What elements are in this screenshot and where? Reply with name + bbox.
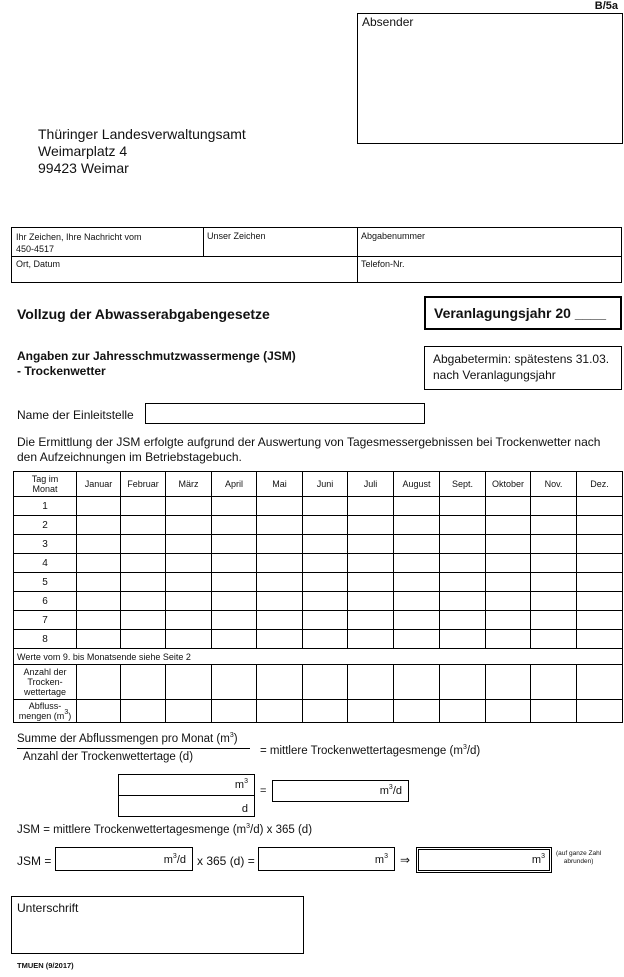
jsm-daily-input[interactable] — [55, 847, 193, 871]
month-header: Oktober — [486, 472, 531, 497]
place-date-label: Ort, Datum — [16, 259, 61, 269]
jsm-rounded-unit — [532, 854, 545, 866]
jsm-formula-text: JSM = mittlere Trockenwettertagesmenge (m — [17, 824, 247, 836]
discharge-point-label: Name der Einleitstelle — [17, 408, 134, 422]
value-cell[interactable] — [577, 535, 623, 554]
value-cell[interactable] — [121, 573, 166, 592]
deadline-box — [424, 346, 622, 390]
value-cell[interactable] — [348, 700, 394, 723]
value-cell[interactable] — [77, 592, 121, 611]
value-cell[interactable] — [121, 554, 166, 573]
corner-header — [14, 472, 77, 497]
value-cell[interactable] — [577, 630, 623, 649]
page-title: Vollzug der Abwasserabgabengesetze — [17, 306, 270, 322]
table-row — [14, 611, 623, 630]
value-cell[interactable] — [303, 554, 348, 573]
value-cell[interactable] — [212, 592, 257, 611]
section-title-line: Angaben zur Jahresschmutzwassermenge (JSM) — [17, 349, 296, 363]
table-row — [14, 497, 623, 516]
value-cell[interactable] — [486, 611, 531, 630]
place-date-field[interactable] — [12, 256, 357, 282]
value-cell[interactable] — [577, 554, 623, 573]
section-title-line: - Trockenwetter — [17, 364, 106, 378]
value-cell[interactable] — [531, 573, 577, 592]
value-cell[interactable] — [257, 516, 303, 535]
value-cell[interactable] — [577, 573, 623, 592]
value-cell[interactable] — [257, 630, 303, 649]
fraction-divider — [119, 795, 254, 796]
value-cell[interactable] — [212, 700, 257, 723]
value-cell[interactable] — [531, 611, 577, 630]
value-cell[interactable] — [440, 665, 486, 700]
superscript: 3 — [246, 823, 251, 830]
equals-sign: = — [260, 785, 267, 797]
sender-label: Absender — [362, 15, 414, 29]
value-cell[interactable] — [303, 573, 348, 592]
value-cell[interactable] — [212, 665, 257, 700]
unit-text: /d — [176, 854, 186, 866]
value-cell[interactable] — [394, 535, 440, 554]
recipient-line: 99423 Weimar — [38, 160, 129, 176]
value-cell[interactable] — [394, 700, 440, 723]
denominator-unit: d — [241, 803, 248, 815]
value-cell[interactable] — [212, 535, 257, 554]
signature-box[interactable] — [11, 896, 304, 954]
table-row — [14, 592, 623, 611]
value-cell[interactable] — [577, 497, 623, 516]
value-cell[interactable] — [440, 497, 486, 516]
value-cell[interactable] — [577, 611, 623, 630]
value-cell[interactable] — [531, 700, 577, 723]
value-cell[interactable] — [257, 497, 303, 516]
value-cell[interactable] — [166, 516, 212, 535]
unit-text: /d — [392, 785, 402, 797]
fraction-bar — [17, 748, 250, 749]
value-cell[interactable] — [486, 665, 531, 700]
value-cell[interactable] — [440, 573, 486, 592]
daily-mean-unit — [380, 785, 402, 797]
value-cell[interactable] — [166, 554, 212, 573]
unit-text: m — [234, 779, 245, 791]
superscript: 3 — [541, 853, 545, 860]
jsm-daily-unit — [164, 854, 186, 866]
jsm-annual-unit — [375, 854, 388, 866]
value-cell[interactable] — [257, 665, 303, 700]
deadline-line: nach Veranlagungsjahr — [433, 368, 556, 382]
value-cell[interactable] — [121, 665, 166, 700]
value-cell[interactable] — [486, 516, 531, 535]
value-cell[interactable] — [303, 700, 348, 723]
table-note-row — [14, 649, 623, 665]
formula-numerator — [17, 733, 238, 745]
form-version-footer: TMUEN (9/2017) — [17, 961, 74, 970]
value-cell[interactable] — [166, 535, 212, 554]
dry-days-row — [14, 665, 623, 700]
superscript: 3 — [64, 709, 69, 716]
month-header: Januar — [77, 472, 121, 497]
phone-label: Telefon-Nr. — [361, 259, 405, 269]
value-cell[interactable] — [77, 700, 121, 723]
value-cell[interactable] — [531, 516, 577, 535]
superscript: 3 — [462, 744, 467, 751]
value-cell[interactable] — [166, 700, 212, 723]
table-header-row — [14, 472, 623, 497]
flow-volume-label-line: Abfluss- — [28, 701, 62, 711]
table-row — [14, 630, 623, 649]
value-cell[interactable] — [212, 516, 257, 535]
value-cell[interactable] — [348, 516, 394, 535]
value-cell[interactable] — [303, 592, 348, 611]
value-cell[interactable] — [440, 516, 486, 535]
signature-label: Unterschrift — [17, 901, 79, 915]
value-cell[interactable] — [486, 535, 531, 554]
value-cell[interactable] — [577, 700, 623, 723]
jsm-formula-end: /d) x 365 (d) — [250, 824, 313, 836]
value-cell[interactable] — [166, 592, 212, 611]
unit-text: m — [163, 854, 173, 866]
value-cell[interactable] — [257, 554, 303, 573]
value-cell[interactable] — [257, 573, 303, 592]
value-cell[interactable] — [77, 516, 121, 535]
value-cell[interactable] — [212, 497, 257, 516]
unit-text: m — [379, 785, 389, 797]
table-row — [14, 573, 623, 592]
our-reference-label: Unser Zeichen — [207, 231, 266, 241]
flow-label-text: ) — [68, 711, 72, 721]
value-cell[interactable] — [394, 611, 440, 630]
daily-mean-input[interactable] — [272, 780, 409, 802]
value-cell[interactable] — [577, 665, 623, 700]
value-cell[interactable] — [257, 535, 303, 554]
intro-text: Die Ermittlung der JSM erfolgte aufgrund der Auswertung von Tagesmessergebnissen bei Trockenwetter nach den Aufzeichnungen im Betriebstagebuch. — [17, 435, 601, 464]
value-cell[interactable] — [348, 630, 394, 649]
value-cell[interactable] — [531, 535, 577, 554]
month-header: Mai — [257, 472, 303, 497]
discharge-point-input[interactable] — [145, 403, 425, 424]
dry-days-label-line: Anzahl der — [23, 667, 67, 677]
value-cell[interactable] — [77, 497, 121, 516]
formula-numerator-end: ) — [233, 733, 238, 745]
value-cell[interactable] — [303, 497, 348, 516]
value-cell[interactable] — [212, 611, 257, 630]
jsm-rounded-input[interactable] — [416, 847, 552, 873]
value-cell[interactable] — [440, 611, 486, 630]
value-cell[interactable] — [531, 665, 577, 700]
sender-box[interactable] — [357, 13, 623, 144]
value-cell[interactable] — [394, 516, 440, 535]
reference-table — [11, 227, 622, 283]
value-cell[interactable] — [348, 665, 394, 700]
superscript: 3 — [384, 853, 388, 860]
measurement-table — [13, 471, 623, 723]
month-header: Juni — [303, 472, 348, 497]
times-365-label: x 365 (d) = — [197, 854, 255, 868]
value-cell[interactable] — [303, 516, 348, 535]
value-cell[interactable] — [121, 611, 166, 630]
value-cell[interactable] — [257, 592, 303, 611]
value-cell[interactable] — [577, 516, 623, 535]
month-header: April — [212, 472, 257, 497]
value-cell[interactable] — [257, 611, 303, 630]
phone-field[interactable] — [357, 256, 621, 282]
corner-header-line: Tag im — [31, 474, 59, 484]
deadline-line: Abgabetermin: spätestens 31.03. — [433, 352, 610, 366]
value-cell[interactable] — [257, 700, 303, 723]
superscript: 3 — [388, 784, 393, 791]
day-number: 7 — [14, 611, 77, 630]
value-cell[interactable] — [486, 497, 531, 516]
month-header: Nov. — [531, 472, 577, 497]
value-cell[interactable] — [77, 611, 121, 630]
value-cell[interactable] — [394, 497, 440, 516]
day-number: 8 — [14, 630, 77, 649]
your-reference-label: Ihr Zeichen, Ihre Nachricht vom — [16, 232, 142, 242]
dry-days-label-line: Trocken- — [27, 677, 63, 687]
value-cell[interactable] — [166, 630, 212, 649]
table-note: Werte vom 9. bis Monatsende siehe Seite 2 — [14, 649, 623, 665]
table-row — [14, 554, 623, 573]
day-number: 5 — [14, 573, 77, 592]
assessment-year-label: Veranlagungsjahr 20 ____ — [434, 305, 606, 321]
table-row — [14, 516, 623, 535]
our-reference-field[interactable] — [203, 228, 357, 256]
value-cell[interactable] — [486, 630, 531, 649]
value-cell[interactable] — [440, 630, 486, 649]
value-cell[interactable] — [440, 554, 486, 573]
rounding-note-line: abrunden) — [563, 858, 594, 865]
value-cell[interactable] — [486, 700, 531, 723]
value-cell[interactable] — [166, 573, 212, 592]
month-header: Februar — [121, 472, 166, 497]
superscript: 3 — [229, 732, 234, 739]
value-cell[interactable] — [121, 630, 166, 649]
flow-volume-label-line — [14, 711, 76, 721]
value-cell[interactable] — [303, 535, 348, 554]
value-cell[interactable] — [486, 554, 531, 573]
value-cell[interactable] — [440, 700, 486, 723]
month-header: März — [166, 472, 212, 497]
numerator-unit — [235, 779, 248, 791]
value-cell[interactable] — [303, 665, 348, 700]
value-cell[interactable] — [394, 573, 440, 592]
value-cell[interactable] — [77, 665, 121, 700]
value-cell[interactable] — [77, 573, 121, 592]
recipient-line: Thüringer Landesverwaltungsamt — [38, 126, 246, 142]
formula-denominator: Anzahl der Trockenwettertage (d) — [23, 751, 194, 763]
value-cell[interactable] — [440, 592, 486, 611]
value-cell[interactable] — [486, 573, 531, 592]
value-cell[interactable] — [77, 554, 121, 573]
your-reference-value: 450-4517 — [16, 244, 55, 254]
day-number: 4 — [14, 554, 77, 573]
value-cell[interactable] — [166, 611, 212, 630]
month-header: August — [394, 472, 440, 497]
value-cell[interactable] — [394, 630, 440, 649]
formula-result-label: = mittlere Trockenwettertagesmenge (m — [260, 745, 463, 757]
value-cell[interactable] — [348, 573, 394, 592]
value-cell[interactable] — [394, 665, 440, 700]
value-cell[interactable] — [531, 554, 577, 573]
recipient-line: Weimarplatz 4 — [38, 143, 128, 159]
jsm-label: JSM = — [17, 854, 52, 868]
value-cell[interactable] — [121, 535, 166, 554]
value-cell[interactable] — [348, 592, 394, 611]
value-cell[interactable] — [121, 700, 166, 723]
superscript: 3 — [172, 853, 177, 860]
flow-label-text: mengen (m — [18, 711, 65, 721]
flow-volume-label — [14, 700, 77, 723]
value-cell[interactable] — [531, 630, 577, 649]
value-cell[interactable] — [486, 592, 531, 611]
dry-days-label — [14, 665, 77, 700]
formula-result-end: /d) — [466, 745, 481, 757]
day-number: 6 — [14, 592, 77, 611]
dry-days-label-line: wettertage — [23, 687, 67, 697]
month-header: Dez. — [577, 472, 623, 497]
arrow-icon: ⇒ — [400, 853, 411, 867]
value-cell[interactable] — [531, 592, 577, 611]
value-cell[interactable] — [77, 535, 121, 554]
formula-numerator-text: Summe der Abflussmengen pro Monat (m — [17, 733, 230, 745]
unit-text: m — [374, 854, 385, 866]
recipient-address — [38, 126, 246, 177]
day-number: 2 — [14, 516, 77, 535]
value-cell[interactable] — [577, 592, 623, 611]
value-cell[interactable] — [212, 573, 257, 592]
value-cell[interactable] — [121, 516, 166, 535]
form-code: B/5a — [594, 0, 618, 12]
table-row — [14, 535, 623, 554]
value-cell[interactable] — [348, 497, 394, 516]
value-cell[interactable] — [121, 592, 166, 611]
value-cell[interactable] — [303, 630, 348, 649]
value-cell[interactable] — [394, 592, 440, 611]
month-header: Sept. — [440, 472, 486, 497]
jsm-formula — [17, 824, 312, 836]
value-cell[interactable] — [440, 535, 486, 554]
value-cell[interactable] — [303, 611, 348, 630]
value-cell[interactable] — [121, 497, 166, 516]
value-cell[interactable] — [348, 554, 394, 573]
value-cell[interactable] — [212, 554, 257, 573]
corner-header-line: Monat — [32, 484, 58, 494]
formula-result-text — [260, 745, 480, 757]
value-cell[interactable] — [531, 497, 577, 516]
assessment-year-box[interactable] — [424, 296, 622, 330]
value-cell[interactable] — [348, 535, 394, 554]
levy-number-field[interactable] — [357, 228, 621, 256]
unit-text: m — [531, 854, 542, 866]
section-title — [17, 349, 296, 379]
value-cell[interactable] — [394, 554, 440, 573]
your-reference-field[interactable] — [12, 228, 203, 256]
value-cell[interactable] — [348, 611, 394, 630]
value-cell[interactable] — [166, 665, 212, 700]
month-header: Juli — [348, 472, 394, 497]
value-cell[interactable] — [212, 630, 257, 649]
quotient-input-box[interactable] — [118, 774, 255, 817]
value-cell[interactable] — [77, 630, 121, 649]
day-number: 1 — [14, 497, 77, 516]
value-cell[interactable] — [166, 497, 212, 516]
levy-number-label: Abgabenummer — [361, 231, 426, 241]
rounding-note-line: (auf ganze Zahl — [556, 850, 602, 857]
flow-volume-row — [14, 700, 623, 723]
rounding-note — [556, 850, 601, 866]
superscript: 3 — [244, 778, 248, 785]
jsm-annual-input[interactable] — [258, 847, 395, 871]
day-number: 3 — [14, 535, 77, 554]
